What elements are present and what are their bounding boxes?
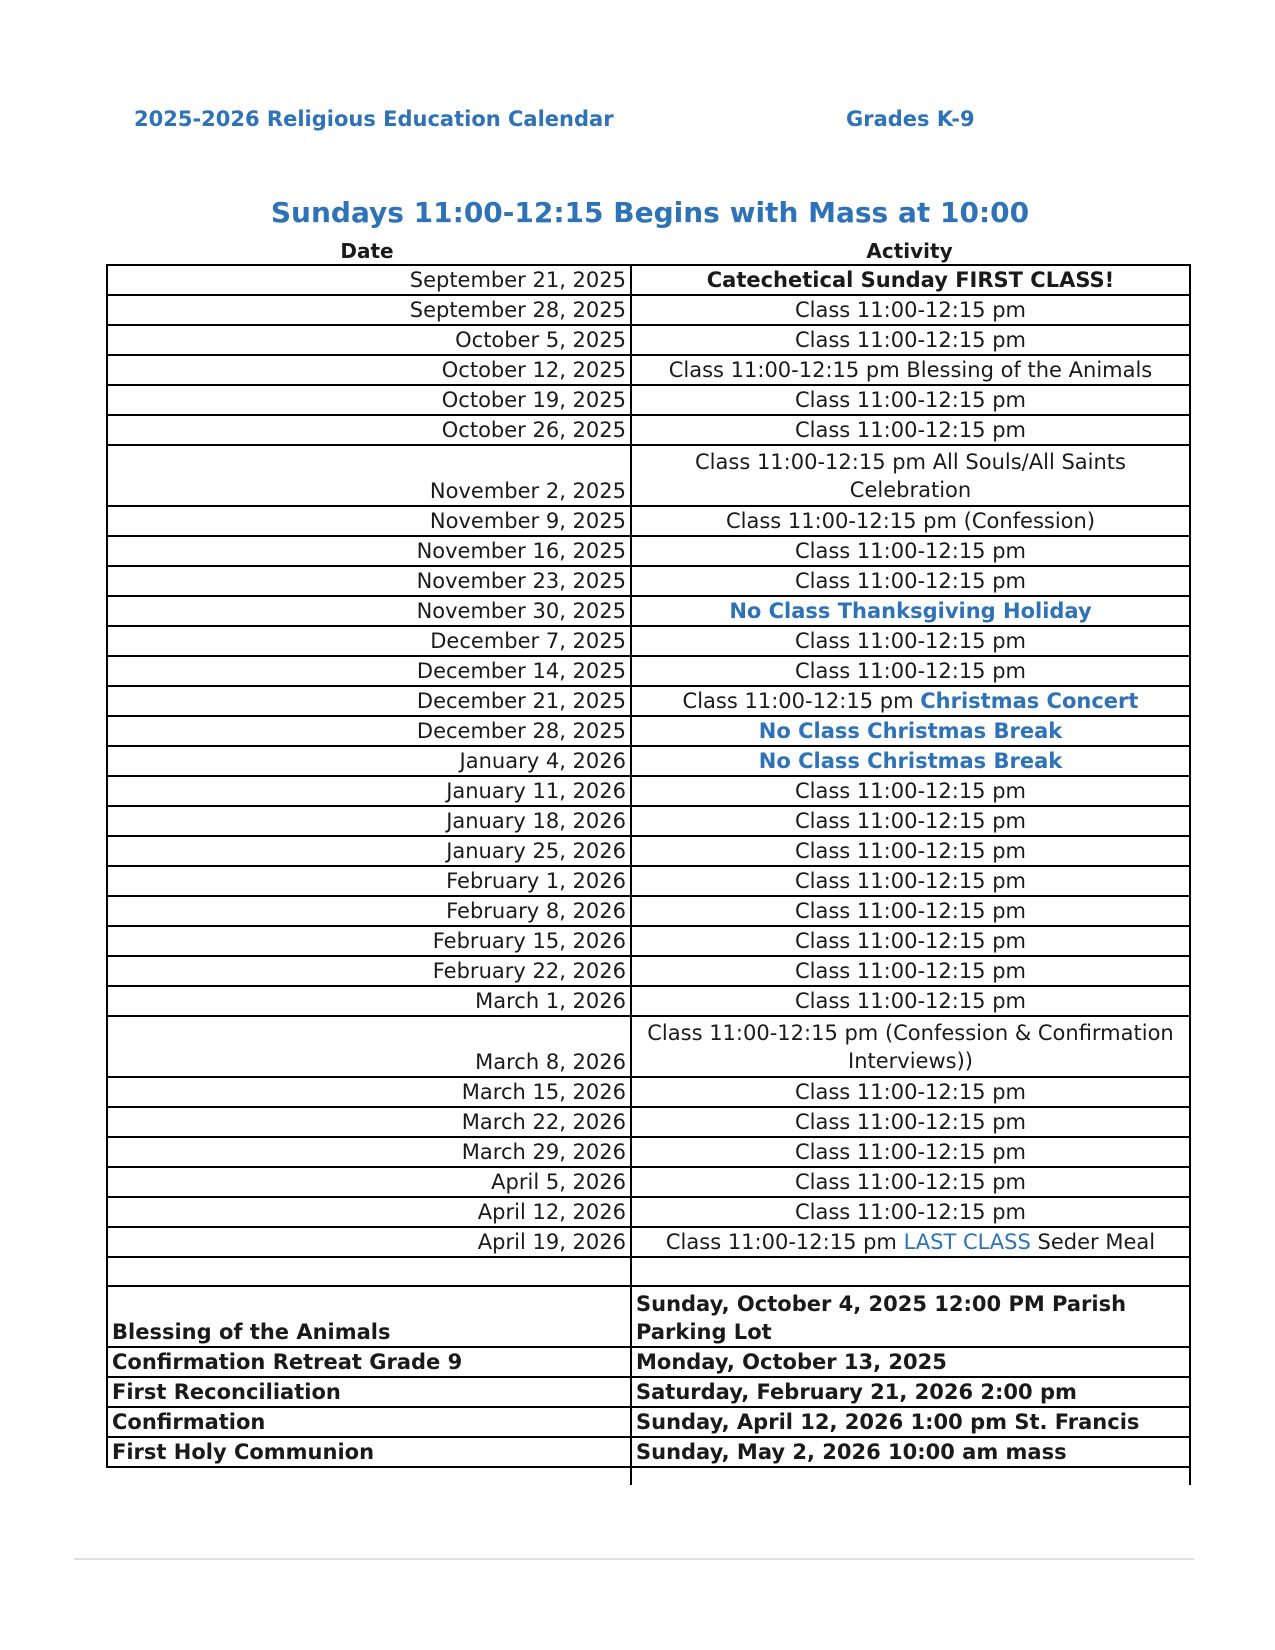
table-row [107, 806, 1190, 836]
table-row [107, 686, 1190, 716]
date-cell: February 1, 2026 [107, 866, 631, 896]
event-row [107, 1347, 1190, 1377]
date-cell: October 12, 2025 [107, 355, 631, 385]
activity-cell [631, 716, 1190, 746]
activity-cell [631, 445, 1190, 506]
date-cell: September 28, 2025 [107, 295, 631, 325]
date-cell: April 12, 2026 [107, 1197, 631, 1227]
table-row [107, 265, 1190, 295]
activity-text: Class 11:00-12:15 pm [795, 1140, 1026, 1164]
date-cell: April 5, 2026 [107, 1167, 631, 1197]
date-cell: March 1, 2026 [107, 986, 631, 1016]
activity-cell [631, 1077, 1190, 1107]
activity-cell [631, 926, 1190, 956]
activity-text: Class 11:00-12:15 pm (Confession & Confirmation Interviews)) [647, 1020, 1174, 1073]
date-cell: December 28, 2025 [107, 716, 631, 746]
tail-row [107, 1467, 1190, 1485]
activity-cell [631, 1016, 1190, 1077]
activity-cell [631, 566, 1190, 596]
activity-text: Catechetical Sunday FIRST CLASS! [706, 268, 1115, 292]
date-cell: February 8, 2026 [107, 896, 631, 926]
activity-text: Class 11:00-12:15 pm Blessing of the Animals [668, 358, 1153, 382]
table-row [107, 986, 1190, 1016]
date-cell: February 15, 2026 [107, 926, 631, 956]
date-cell: November 2, 2025 [107, 445, 631, 506]
activity-cell [631, 325, 1190, 355]
date-cell: December 21, 2025 [107, 686, 631, 716]
activity-cell [631, 806, 1190, 836]
calendar-title: 2025-2026 Religious Education Calendar [134, 107, 614, 131]
activity-cell [631, 355, 1190, 385]
date-cell: November 23, 2025 [107, 566, 631, 596]
date-cell: March 22, 2026 [107, 1107, 631, 1137]
table-row [107, 866, 1190, 896]
date-cell: March 15, 2026 [107, 1077, 631, 1107]
table-row [107, 926, 1190, 956]
activity-text: Class 11:00-12:15 pm [795, 1170, 1026, 1194]
schedule-table [106, 264, 1191, 1485]
table-row [107, 896, 1190, 926]
table-row [107, 1227, 1190, 1257]
table-row [107, 776, 1190, 806]
table-row [107, 506, 1190, 536]
activity-text: Class 11:00-12:15 pm [795, 989, 1026, 1013]
event-name: Confirmation Retreat Grade 9 [107, 1347, 631, 1377]
table-row [107, 1107, 1190, 1137]
activity-text: Class 11:00-12:15 pm [795, 328, 1026, 352]
activity-cell [631, 265, 1190, 295]
activity-text: Class 11:00-12:15 pm [795, 1080, 1026, 1104]
date-cell: December 14, 2025 [107, 656, 631, 686]
table-row [107, 596, 1190, 626]
activity-cell [631, 986, 1190, 1016]
table-row [107, 355, 1190, 385]
table-row [107, 1167, 1190, 1197]
activity-text: Class 11:00-12:15 pm [795, 779, 1026, 803]
activity-text: Class 11:00-12:15 pm [795, 539, 1026, 563]
event-name: Confirmation [107, 1407, 631, 1437]
event-name: First Holy Communion [107, 1437, 631, 1467]
empty-cell [107, 1257, 631, 1286]
table-row [107, 325, 1190, 355]
activity-cell [631, 896, 1190, 926]
table-row [107, 1197, 1190, 1227]
table-row [107, 1016, 1190, 1077]
activity-text: Class 11:00-12:15 pm [795, 809, 1026, 833]
activity-text: Class 11:00-12:15 pm [665, 1230, 897, 1254]
date-cell: December 7, 2025 [107, 626, 631, 656]
table-row [107, 1077, 1190, 1107]
date-cell: April 19, 2026 [107, 1227, 631, 1257]
activity-highlight: Christmas Concert [920, 689, 1139, 713]
table-row [107, 626, 1190, 656]
event-row [107, 1407, 1190, 1437]
event-when: Sunday, October 4, 2025 12:00 PM Parish Parking Lot [631, 1286, 1190, 1347]
grades-label: Grades K-9 [846, 107, 975, 131]
table-row [107, 445, 1190, 506]
table-row [107, 385, 1190, 415]
event-row [107, 1286, 1190, 1347]
activity-cell [631, 1197, 1190, 1227]
activity-text: Class 11:00-12:15 pm [795, 659, 1026, 683]
activity-text: Class 11:00-12:15 pm [795, 298, 1026, 322]
activity-text: Class 11:00-12:15 pm [795, 869, 1026, 893]
event-when: Monday, October 13, 2025 [631, 1347, 1190, 1377]
activity-text: No Class Christmas Break [758, 749, 1063, 773]
table-row [107, 415, 1190, 445]
event-row [107, 1437, 1190, 1467]
date-cell: September 21, 2025 [107, 265, 631, 295]
activity-text: Class 11:00-12:15 pm [795, 1110, 1026, 1134]
date-cell: November 30, 2025 [107, 596, 631, 626]
activity-cell [631, 656, 1190, 686]
table-row [107, 566, 1190, 596]
event-when: Saturday, February 21, 2026 2:00 pm [631, 1377, 1190, 1407]
table-row [107, 716, 1190, 746]
activity-text: Class 11:00-12:15 pm [795, 839, 1026, 863]
activity-cell [631, 686, 1190, 716]
activity-cell [631, 385, 1190, 415]
table-row [107, 656, 1190, 686]
table-row [107, 536, 1190, 566]
activity-text: Class 11:00-12:15 pm [795, 899, 1026, 923]
date-cell: January 25, 2026 [107, 836, 631, 866]
event-row [107, 1377, 1190, 1407]
table-row [107, 1137, 1190, 1167]
activity-cell [631, 836, 1190, 866]
spacer-row [107, 1257, 1190, 1286]
activity-highlight: LAST CLASS [903, 1230, 1031, 1254]
event-name: Blessing of the Animals [107, 1286, 631, 1347]
activity-cell [631, 295, 1190, 325]
activity-text: Class 11:00-12:15 pm (Confession) [725, 509, 1096, 533]
activity-text: Class 11:00-12:15 pm [795, 629, 1026, 653]
activity-cell [631, 626, 1190, 656]
date-cell: January 18, 2026 [107, 806, 631, 836]
activity-text: Class 11:00-12:15 pm [795, 569, 1026, 593]
activity-text: Class 11:00-12:15 pm [682, 689, 914, 713]
activity-text: Class 11:00-12:15 pm All Souls/All Saints Celebration [695, 449, 1126, 502]
activity-text: Class 11:00-12:15 pm [795, 388, 1026, 412]
activity-cell [631, 1137, 1190, 1167]
date-cell: November 9, 2025 [107, 506, 631, 536]
activity-text: Class 11:00-12:15 pm [795, 929, 1026, 953]
activity-text: No Class Thanksgiving Holiday [729, 599, 1092, 623]
page-divider [74, 1558, 1194, 1560]
event-name: First Reconciliation [107, 1377, 631, 1407]
activity-cell [631, 415, 1190, 445]
activity-cell [631, 866, 1190, 896]
activity-cell [631, 536, 1190, 566]
activity-text: Class 11:00-12:15 pm [795, 418, 1026, 442]
activity-cell [631, 746, 1190, 776]
empty-cell [631, 1467, 1190, 1485]
table-row [107, 295, 1190, 325]
date-cell: March 8, 2026 [107, 1016, 631, 1077]
table-row [107, 836, 1190, 866]
empty-cell [631, 1257, 1190, 1286]
event-when: Sunday, May 2, 2026 10:00 am mass [631, 1437, 1190, 1467]
activity-text: No Class Christmas Break [758, 719, 1063, 743]
date-cell: November 16, 2025 [107, 536, 631, 566]
activity-after: Seder Meal [1037, 1230, 1156, 1254]
date-cell: March 29, 2026 [107, 1137, 631, 1167]
date-cell: January 4, 2026 [107, 746, 631, 776]
activity-column-header: Activity [866, 239, 953, 263]
activity-text: Class 11:00-12:15 pm [795, 959, 1026, 983]
table-row [107, 956, 1190, 986]
activity-text: Class 11:00-12:15 pm [795, 1200, 1026, 1224]
activity-cell [631, 1227, 1190, 1257]
activity-cell [631, 956, 1190, 986]
empty-cell [107, 1467, 631, 1485]
date-cell: February 22, 2026 [107, 956, 631, 986]
activity-cell [631, 1107, 1190, 1137]
event-when: Sunday, April 12, 2026 1:00 pm St. Francis [631, 1407, 1190, 1437]
activity-cell [631, 596, 1190, 626]
date-cell: October 5, 2025 [107, 325, 631, 355]
activity-cell [631, 1167, 1190, 1197]
date-cell: January 11, 2026 [107, 776, 631, 806]
schedule-subtitle: Sundays 11:00-12:15 Begins with Mass at 10:00 [270, 196, 1030, 229]
table-row [107, 746, 1190, 776]
activity-cell [631, 776, 1190, 806]
activity-cell [631, 506, 1190, 536]
date-column-header: Date [340, 239, 394, 263]
date-cell: October 26, 2025 [107, 415, 631, 445]
date-cell: October 19, 2025 [107, 385, 631, 415]
